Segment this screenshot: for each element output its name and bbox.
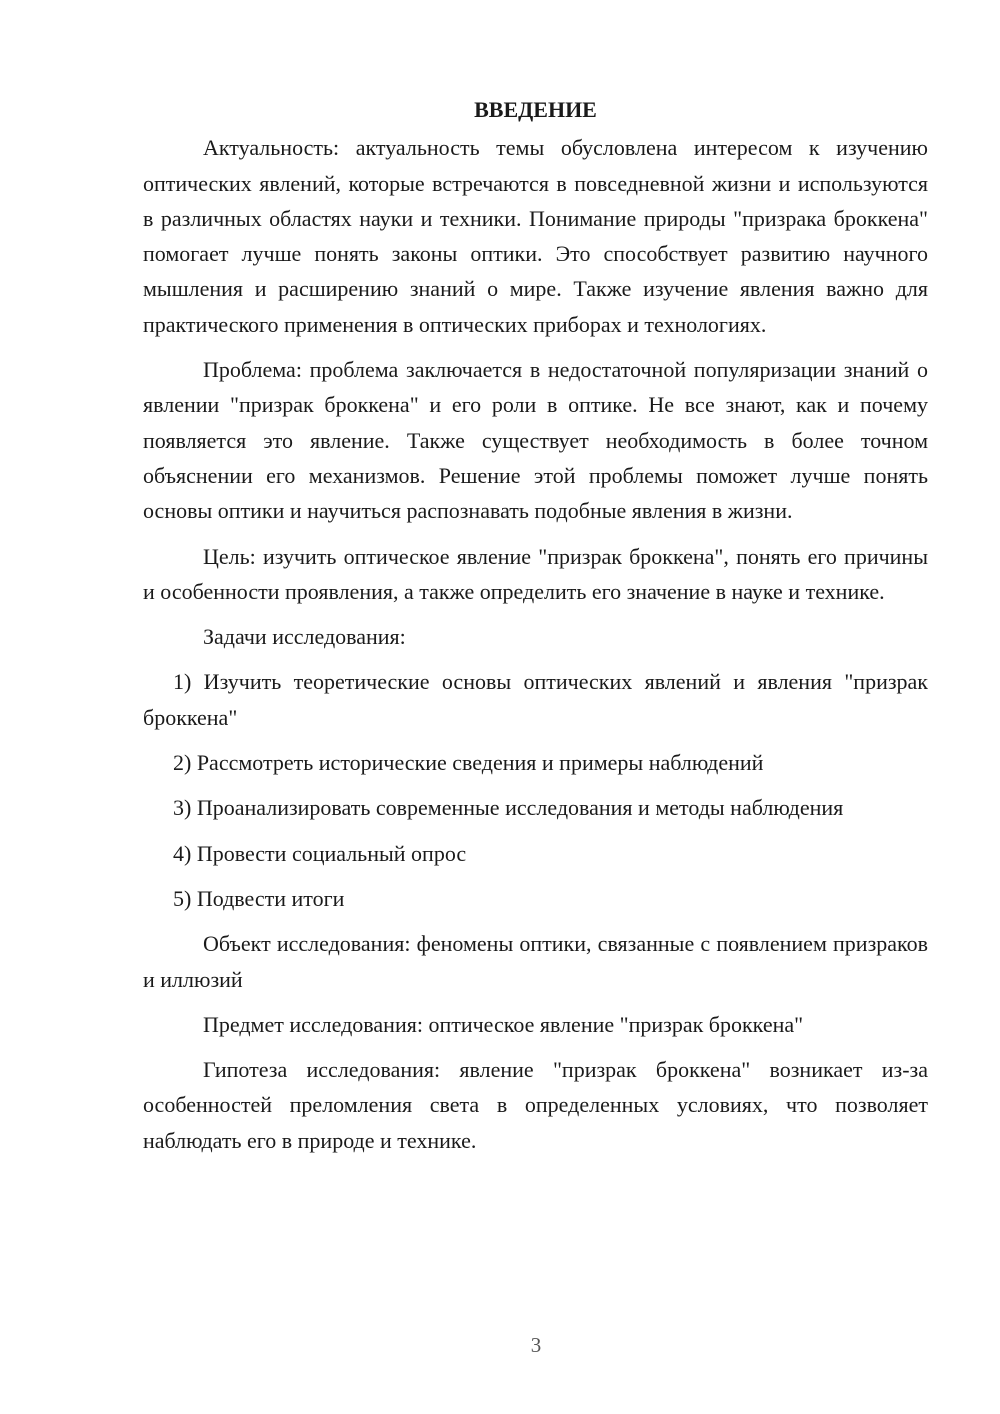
subject-paragraph: Предмет исследования: оптическое явление "призрак броккена" [203,1011,804,1037]
task-item-3: 3) Проанализировать современные исследования и методы наблюдения [173,795,844,821]
task-item-1: 1) Изучить теоретические основы оптических явлений и явления "призрак броккена" [143,669,928,730]
page-number: 3 [530,1333,542,1357]
task-item-2: 2) Рассмотреть исторические сведения и примеры наблюдений [173,750,764,776]
problem-paragraph: Проблема: проблема заключается в недостаточной популяризации знаний о явлении "призрак броккена" и его роли в оптике. Не все знают, как и почему появляется это явление. Также существует необходимость в более точном объяснении его механизмов. Решение этой проблемы поможет лучше понять основы оптики и научиться распознавать подобные явления в жизни. [143,357,928,524]
goal-paragraph: Цель: изучить оптическое явление "призрак броккена", понять его причины и особенности проявления, а также определить его значение в науке и технике. [143,543,928,604]
page-content [143,92,928,1168]
hypothesis-paragraph: Гипотеза исследования: явление "призрак броккена" возникает из-за особенностей преломления света в определенных условиях, что позволяет наблюдать его в природе и технике. [143,1057,928,1153]
page-title: ВВЕДЕНИЕ [474,97,597,122]
tasks-heading: Задачи исследования: [203,624,406,650]
task-item-5: 5) Подвести итоги [173,885,345,911]
relevance-paragraph: Актуальность: актуальность темы обусловлена интересом к изучению оптических явлений, которые встречаются в повседневной жизни и используются в различных областях науки и техники. Понимание природы "призрака броккена" помогает лучше понять законы оптики. Это способствует развитию научного мышления и расширению знаний о мире. Также изучение явления важно для практического применения в оптических приборах и технологиях. [143,135,928,337]
task-item-4: 4) Провести социальный опрос [173,840,467,866]
object-paragraph: Объект исследования: феномены оптики, связанные с появлением призраков и иллюзий [143,931,928,992]
